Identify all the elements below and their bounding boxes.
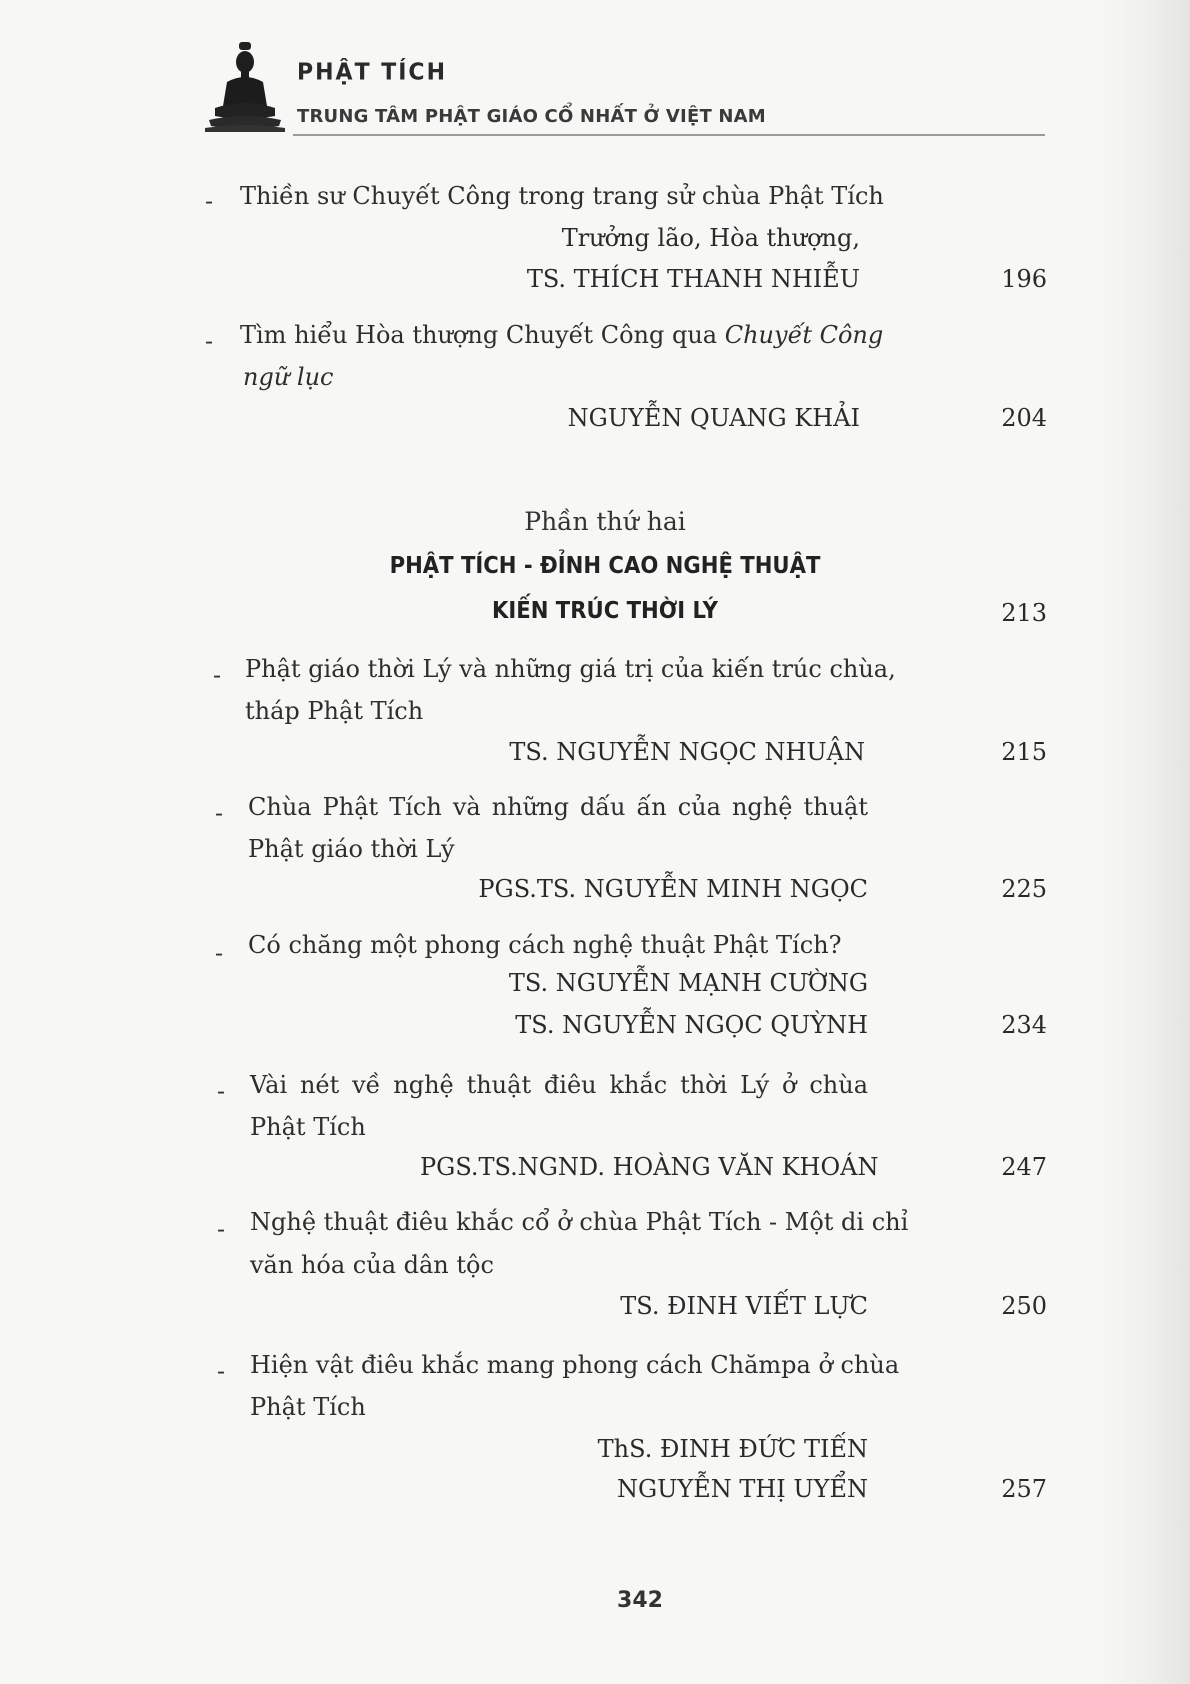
section-page-number: 213 [1001, 599, 1047, 627]
entry-page-number: 247 [1001, 1153, 1047, 1181]
entry-title-italic: Chuyết Công [724, 321, 884, 349]
entry-dash: - [217, 1357, 226, 1385]
entry-page-number: 225 [1001, 875, 1047, 903]
entry-title-line: Phật Tích [250, 1113, 366, 1141]
entry-title-line: Vài nét về nghệ thuật điêu khắc thời Lý ở chùa [250, 1071, 868, 1099]
entry-dash: - [205, 327, 214, 355]
entry-title-line: Phật Tích [250, 1393, 366, 1421]
entry-title-line: Phật giáo thời Lý và những giá trị của kiến trúc chùa, [245, 655, 896, 683]
entry-dash: - [213, 661, 222, 689]
entry-title-line: tháp Phật Tích [245, 697, 424, 725]
running-header [205, 38, 1045, 138]
section-title-line: KIẾN TRÚC THỜI LÝ [491, 598, 718, 624]
entry-author: TS. NGUYỄN MẠNH CƯỜNG [508, 969, 868, 997]
section-title-line: PHẬT TÍCH - ĐỈNH CAO NGHỆ THUẬT [389, 553, 821, 579]
entry-author: NGUYỄN QUANG KHẢI [567, 404, 860, 432]
entry-page-number: 234 [1001, 1011, 1047, 1039]
entry-title-line [240, 320, 883, 350]
entry-title-line: Phật giáo thời Lý [248, 835, 455, 863]
entry-author: ThS. ĐINH ĐỨC TIẾN [597, 1435, 868, 1463]
entry-dash: - [205, 187, 214, 215]
entry-dash: - [217, 1077, 226, 1105]
entry-title-plain: Tìm hiểu Hòa thượng Chuyết Công qua [240, 321, 725, 349]
entry-title-line: Thiền sư Chuyết Công trong trang sử chùa Phật Tích [240, 182, 884, 210]
entry-dash: - [217, 1215, 226, 1243]
header-divider [293, 134, 1045, 136]
entry-page-number: 196 [1001, 265, 1047, 293]
entry-dash: - [215, 799, 224, 827]
entry-page-number: 204 [1001, 404, 1047, 432]
page-number: 342 [617, 1588, 663, 1613]
entry-author: Trưởng lão, Hòa thượng, [561, 224, 860, 252]
entry-page-number: 215 [1001, 738, 1047, 766]
entry-title-line: Chùa Phật Tích và những dấu ấn của nghệ thuật [248, 793, 868, 821]
entry-title-line: Hiện vật điêu khắc mang phong cách Chămpa ở chùa [250, 1351, 900, 1379]
entry-author: TS. ĐINH VIẾT LỰC [620, 1292, 868, 1320]
section-label: Phần thứ hai [524, 507, 686, 536]
entry-author: TS. NGUYỄN NGỌC NHUẬN [509, 738, 865, 766]
entry-author: PGS.TS.NGND. HOÀNG VĂN KHOÁN [420, 1153, 879, 1181]
entry-title-line: Có chăng một phong cách nghệ thuật Phật Tích? [248, 931, 842, 959]
entry-title-line: Nghệ thuật điêu khắc cổ ở chùa Phật Tích - Một di chỉ [250, 1208, 909, 1236]
header-subtitle: TRUNG TÂM PHẬT GIÁO CỔ NHẤT Ở VIỆT NAM [297, 106, 766, 127]
entry-author: TS. NGUYỄN NGỌC QUỲNH [515, 1011, 868, 1039]
entry-dash: - [215, 939, 224, 967]
entry-author: PGS.TS. NGUYỄN MINH NGỌC [478, 875, 868, 903]
entry-title-line: ngữ lục [243, 363, 334, 391]
header-title: PHẬT TÍCH [297, 59, 447, 86]
entry-page-number: 257 [1001, 1475, 1047, 1503]
entry-title-line: văn hóa của dân tộc [250, 1251, 494, 1279]
entry-author: NGUYỄN THỊ UYỂN [616, 1475, 868, 1503]
entry-author: TS. THÍCH THANH NHIỄU [526, 265, 860, 293]
buddha-statue-icon [205, 42, 285, 134]
page-edge-shadow [1100, 0, 1190, 1684]
entry-page-number: 250 [1001, 1292, 1047, 1320]
